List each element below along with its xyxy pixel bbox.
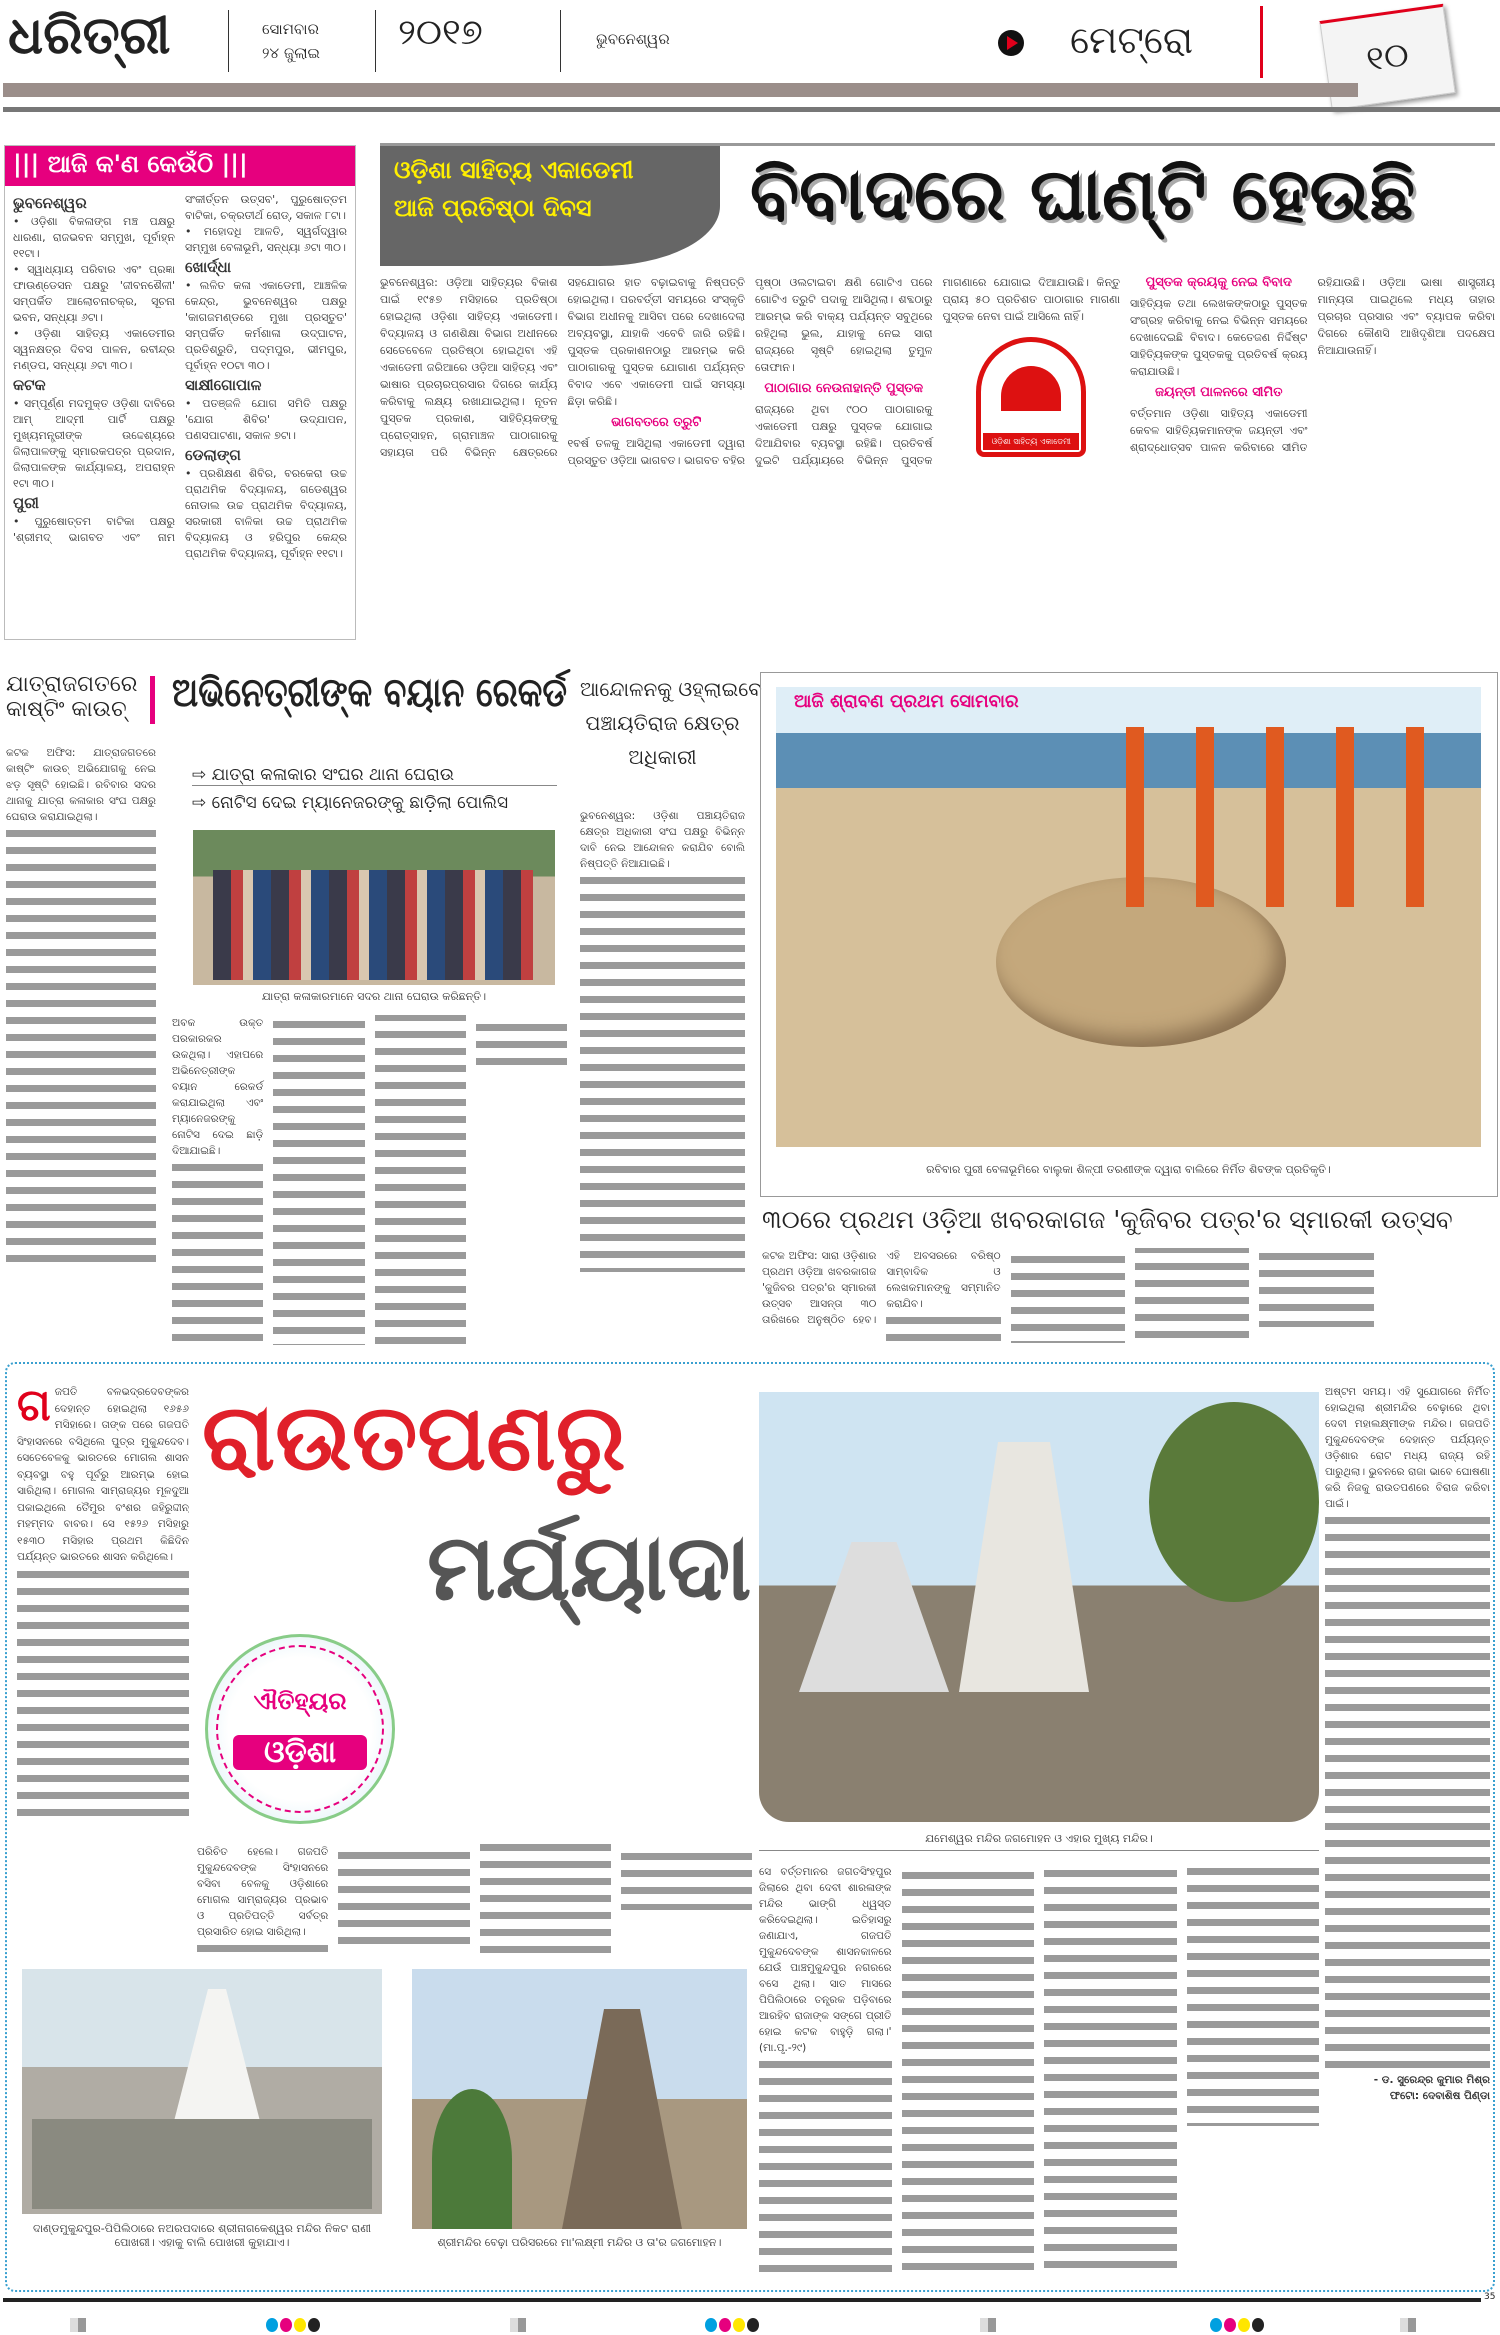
lead-kicker-line1: ଓଡ଼ିଶା ସାହିତ୍ୟ ଏକାଡେମୀ — [394, 156, 634, 184]
temple-caption: ଯମେଶ୍ୱର ମନ୍ଦିର ଜଗମୋହନ ଓ ଏହାର ମୁଖ୍ୟ ମନ୍ଦିର। — [759, 1832, 1319, 1851]
jatra-body-text: କଟକ ଅଫିସ: ଯାତ୍ରାଜଗତରେ କାଷ୍ଟିଂ କାଉଚ୍ ଅଭିଯୋଗକୁ ନେଇ ଝଡ଼ ସୃଷ୍ଟି ହୋଇଛି। ରବିବାର ସଦର ଥାନାକୁ ଯାତ୍ରା କଳାକାର ସଂଘ ପକ୍ଷରୁ ଘେରାଉ କରାଯାଇଥିଲା। — [6, 747, 156, 823]
lead-para: ୧ବର୍ଷ ତଳକୁ ଆସିଥିଲା ଏକାଡେମୀ ଦ୍ୱାରା ପ୍ରସ୍ତୁତ ଓଡ଼ିଆ ଭାଗବତ। ଭାଗବତ ବହିର ପୃଷ୍ଠା ଓଲଟାଇବା କ୍ଷଣି ଗୋଟିଏ ପରେ ଗୋଟିଏ ତ୍ରୁଟି ପଦାକୁ ଆସିଥିଲା। ଶବ୍ଦଠାରୁ ଆରମ୍ଭ କରି ବାକ୍ୟ ପର୍ଯ୍ୟନ୍ତ ସବୁଥିରେ ରହିଥିଲା ଭୁଲ, ଯାହାକୁ ନେଇ ସାରା ରାଜ୍ୟରେ ସୃଷ୍ଟି ହୋଇଥିଲା ତୁମୁଳ ତୋଫାନ। — [567, 276, 933, 467]
shravan-caption: ରବିବାର ପୁରୀ ବେଳାଭୂମିରେ ବାଲୁକା ଶିଳ୍ପୀ ତରଣୀଙ୍କ ଦ୍ୱାରା ବାଲିରେ ନିର୍ମିତ ଶିବଙ୍କ ପ୍ରତିକୃତି। — [926, 1163, 1331, 1176]
lead-subhead: ପାଠାଗାର ନେଉନାହାନ୍ତି ପୁସ୍ତକ — [764, 381, 924, 396]
jatra-body2-text: ଅବକ ଉକ୍ତ ପରକାରକର ଉକଥିଲା। ଏହାପରେ ଅଭିନେତ୍ରୀଙ୍କ ବୟାନ ରେକର୍ଡ କରାଯାଇଥିଲା ଏବଂ ମ୍ୟାନେଜରଙ୍କୁ ନୋଟିସ ଦେଇ ଛାଡ଼ି ଦିଆଯାଇଛି। — [172, 1017, 264, 1157]
issue-day: ସୋମବାର — [262, 20, 319, 38]
lakshmi-temple-photo — [412, 1969, 747, 2229]
feature-body-lower-text: ସେ ବର୍ତ୍ତମାନର ଜଗତସିଂହପୁର ଜିଲାରେ ଥିବା ଦେବୀ ଶାରଳାଙ୍କ ମନ୍ଦିର ଭାଙ୍ଗି ଧ୍ୱସ୍ତ କରିଦେଇଥିଲା। ଇତିହାସରୁ ଜଣାଯାଏ, ଗଜପତି ମୁକୁନ୍ଦଦେବଙ୍କ ଶାସନକାଳରେ ଯେଉଁ ପାଞ୍ଚମୁକୁନ୍ଦପୁର ନଗରରେ ବସେ ଥିଲା। ସାତ ମାସରେ ପିପିଲିଠାରେ ତନ୍ତ୍ରକ ପଡ଼ିବାରେ ଆରହିବ ରାଜାଙ୍କ ସଙ୍ଗେ ପ୍ରୀତି ହୋଇ କଟକ ବାହୁଡ଼ି ଗଲା।' (ମା.ପୃ.-୨୯) — [759, 1866, 892, 2054]
event-item: • ମହୋଦଧି ଆଳତି, ସ୍ୱର୍ଗଦ୍ୱାର ସମ୍ମୁଖ ବେଳାଭୂମି, ସନ୍ଧ୍ୟା ୬ଟା ୩୦। — [185, 225, 347, 254]
lead-headline: ବିବାଦରେ ଘାଣ୍ଟି ହେଉଛି — [750, 152, 1416, 236]
byline: - ଡ. ସୁରେନ୍ଦ୍ର କୁମାର ମିଶ୍ର — [1373, 2074, 1490, 2086]
section-name: ମେଟ୍ରୋ — [1070, 18, 1194, 62]
lead-subhead: ଭାଗବତରେ ତ୍ରୁଟି — [611, 415, 702, 430]
lakshmi-temple-caption: ଶ୍ରୀମନ୍ଦିର ବେଢ଼ା ପରିସରରେ ମା'ଲକ୍ଷ୍ମୀ ମନ୍ଦିର ଓ ତା'ର ଜଗମୋହନ। — [437, 2236, 722, 2249]
jatra-headline-line2: କାଷ୍ଟିଂ କାଉଚ୍ — [6, 697, 127, 722]
kujibar-headline: ୩୦ରେ ପ୍ରଥମ ଓଡ଼ିଆ ଖବରକାଗଜ 'କୁଜିବର ପତ୍ର'ର ସ୍ମାରକୀ ଉତ୍ସବ — [762, 1205, 1453, 1234]
feature-intro — [17, 1384, 189, 1944]
jatra-headline-line1: ଯାତ୍ରାଜଗତରେ — [6, 672, 138, 697]
lead-subhead: ଜୟନ୍ତୀ ପାଳନରେ ସୀମିତ — [1154, 385, 1283, 400]
events-title: ||| ଆଜି କ'ଣ କେଉଁଠି ||| — [5, 146, 355, 186]
bullet-text: ଯାତ୍ରା କଳାକାର ସଂଘର ଥାନା ଘେରାଉ — [211, 765, 454, 785]
edition-city: ଭୁବନେଶ୍ୱର — [596, 30, 670, 48]
panchayat-headline-line3: ଅଧିକାରୀ — [628, 745, 697, 769]
panchayat-body-text: ଭୁବନେଶ୍ୱର: ଓଡ଼ିଶା ପଞ୍ଚାୟତିରାଜ କ୍ଷେତ୍ର ଅଧିକାରୀ ସଂଘ ପକ୍ଷରୁ ବିଭିନ୍ନ ଦାବି ନେଇ ଆନ୍ଦୋଳନ କରାଯିବ ବୋଲି ନିଷ୍ପତ୍ତି ନିଆଯାଇଛି। — [580, 810, 745, 870]
feature-body — [197, 1844, 752, 1954]
badge-top-text: ଐତିହ୍ୟର — [253, 1687, 347, 1715]
rani-pokhari-photo — [22, 1969, 382, 2214]
dropcap: ଗ — [17, 1384, 51, 1431]
issue-year: ୨୦୧୭ — [398, 12, 483, 53]
jatra-bullet-1 — [192, 765, 557, 786]
page-number: ୧୦ — [1363, 34, 1412, 80]
lead-subhead: ପୁସ୍ତକ କ୍ରୟକୁ ନେଇ ବିବାଦ — [1145, 275, 1292, 290]
feature-body-lower — [759, 1864, 1319, 2274]
panchayat-headline-line2: ପଞ୍ଚାୟତିରାଜ କ୍ଷେତ୍ର — [585, 711, 740, 735]
event-item: • ପତଞ୍ଜଳି ଯୋଗ ସମିତି ପକ୍ଷରୁ 'ଯୋଗ ଶିବିର' ଉଦ୍‌ଯାପନ, ପଣସପାଟଣା, ସକାଳ ୭ଟା। — [185, 397, 347, 442]
lead-story — [380, 143, 1495, 640]
bullet-text: ନୋଟିସ ଦେଇ ମ୍ୟାନେଜରଙ୍କୁ ଛାଡ଼ିଲା ପୋଲିସ — [211, 793, 509, 813]
feature-right-column — [1325, 1384, 1490, 2274]
feature-right-text: ଅଷ୍ଟମ ସମୟ। ଏହି ସୁଯୋଗରେ ନିର୍ମିତ ହୋଇଥିଲା ଶ୍ରୀମନ୍ଦିର ବେଢ଼ାରେ ଥିବା ଦେବୀ ମହାଲକ୍ଷ୍ମୀଙ୍କ ମନ୍ଦିର। ଗଜପତି ମୁକୁନ୍ଦଦେବଙ୍କ ଦେହାନ୍ତ ପର୍ଯ୍ୟନ୍ତ ଓଡ଼ିଶାର ରୋଟ ମଧ୍ୟ ରାଜ୍ୟ ରହି ପାରୁଥିଲା। ଭୁବନରେ ରାଜା ଭାବେ ଘୋଷଣା କରି ନିଜକୁ ରାଉତପଣରେ ବିରାଜ କରିବା ପାଇଁ। — [1325, 1386, 1490, 1510]
event-place: ଖୋର୍ଦ୍ଧା — [185, 258, 232, 276]
jatra-body — [6, 745, 156, 1343]
event-item: • ଲଳିତ କଳା ଏକାଡେମୀ, ଆଞ୍ଚଳିକ କେନ୍ଦ୍ର, ଭୁବନେଶ୍ୱର ପକ୍ଷରୁ 'କାଗଜମଣ୍ଡରେ ମୁଖା ପ୍ରସ୍ତୁତ' ସମ୍ପର୍କିତ କର୍ମଶାଳା ଉଦ୍‌ଘାଟନ, ପ୍ରତିଶ୍ରୁତି, ପଦ୍ମପୁର, ଭୀମପୁର, ପୂର୍ବାହ୍ନ ୧୦ଟା ୩୦। — [185, 279, 347, 372]
registration-marks — [0, 2318, 1500, 2334]
masthead — [0, 0, 1500, 112]
jatra-side-headline — [6, 672, 146, 722]
academy-seal — [976, 337, 1086, 457]
lead-para: ବର୍ତ୍ତମାନ ଓଡ଼ିଶା ସାହିତ୍ୟ ଏକାଡେମୀ କେବଳ ସାହିତ୍ୟିକମାନଙ୍କ ଜୟନ୍ତୀ ଏବଂ ଶ୍ରାଦ୍ଧୋତ୍ସବ ପାଳନ କରିବାରେ ସୀମିତ ରହିଯାଉଛି। ଓଡ଼ିଆ ଭାଷା ଶାସ୍ତ୍ରୀୟ ମାନ୍ୟତା ପାଇଥିଲେ ମଧ୍ୟ ତାହାର ପ୍ରଚାର ପ୍ରସାର ଏବଂ ବ୍ୟାପକ କରିବା ଦିଗରେ କୌଣସି ଆଖିଦୃଶିଆ ପଦକ୍ଷେପ ନିଆଯାଉନାହିଁ। — [1130, 276, 1495, 454]
jatra-bullet-2 — [192, 793, 557, 813]
panchayat-headline-line1: ଆନ୍ଦୋଳନକୁ ଓହ୍ଲାଇବେ — [580, 677, 762, 701]
heritage-badge — [205, 1634, 395, 1824]
event-place: ଡେଲାଙ୍ଗ — [185, 446, 241, 464]
badge-bottom-text: ଓଡ଼ିଶା — [233, 1735, 367, 1770]
event-item: • ସ୍ୱାଧ୍ୟାୟ ପରିବାର ଏବଂ ପ୍ରଜ୍ଞା ଫାଉଣ୍ଡେସନ ପକ୍ଷରୁ 'ଜୀବନଶୈଳୀ' ସମ୍ପର୍କିତ ଆଲୋଚନାଚକ୍ର, ସୂଚନା ଭବନ, ସନ୍ଧ୍ୟା ୬ଟା। — [13, 263, 175, 324]
event-item: • ଓଡ଼ିଶା ସାହିତ୍ୟ ଏକାଡେମୀର ସ୍ୱନକ୍ଷତ୍ର ଦିବସ ପାଳନ, ରବୀନ୍ଦ୍ର ମଣ୍ଡପ, ସନ୍ଧ୍ୟା ୬ଟା ୩୦। — [13, 327, 175, 372]
panchayat-headline — [580, 672, 762, 774]
play-icon — [998, 30, 1024, 56]
feature-intro-text: ଜପତି ବଳଭଦ୍ରଦେବଙ୍କର ଦେହାନ୍ତ ହୋଇଥିଲା ୧୬୫୬ ମସିହାରେ। ତାଙ୍କ ପରେ ଗଜପତି ସିଂହାସନରେ ବସିଥିଲେ ପୁତ୍ର ମୁକୁନ୍ଦଦେବ। ସେତେବେଳକୁ ଭାରତରେ ମୋଗଲ ଶାସନ ବ୍ୟବସ୍ଥା ବହୁ ପୂର୍ବରୁ ଆରମ୍ଭ ହୋଇ ସାରିଥିଲା। ମୋଗଲ ସାମ୍ରାଜ୍ୟର ମୂଳଦୁଆ ପକାଇଥିଲେ ତୈମୁର ବଂଶର ଜହିରୁଦ୍ଦୀନ୍ ମହମ୍ମଦ ବାବର। ସେ ୧୫୨୬ ମସିହାରୁ ୧୫୩୦ ମସିହାର ପ୍ରଥମ କିଛିଦିନ ପର୍ଯ୍ୟନ୍ତ ଭାରତରେ ଶାସନ କରିଥିଲେ। — [17, 1386, 189, 1563]
event-place: ପୁରୀ — [13, 494, 39, 512]
newspaper-logo: ଧରିତ୍ରୀ — [8, 6, 171, 66]
lead-para: ସାହିତ୍ୟିକ ତଥା ଲେଖକଙ୍କଠାରୁ ପୁସ୍ତକ ସଂଗ୍ରହ କରିବାକୁ ନେଇ ବିଭିନ୍ନ ସମୟରେ ଦେଖାଦେଇଛି ବିବାଦ। କେତେଜଣ ନିର୍ଦ୍ଦିଷ୍ଟ ସାହିତ୍ୟିକଙ୍କ ପୁସ୍ତକକୁ ପ୍ରତିବର୍ଷ କ୍ରୟ କରାଯାଉଛି। — [1130, 297, 1308, 378]
yameshwar-temple-photo — [759, 1392, 1319, 1822]
event-item: • ପ୍ରଶିକ୍ଷଣ ଶିବିର, ବରକେରା ଉଚ୍ଚ ପ୍ରାଥମିକ ବିଦ୍ୟାଳୟ, ଗଡେଶ୍ୱର ନୋଡାଲ ଉଚ୍ଚ ପ୍ରାଥମିକ ବିଦ୍ୟାଳୟ, ସରକାରୀ ବାଳିକା ଉଚ୍ଚ ପ୍ରାଥମିକ ବିଦ୍ୟାଳୟ ଓ ହରିପୁର କେନ୍ଦ୍ର ପ୍ରାଥମିକ ବିଦ୍ୟାଳୟ, ପୂର୍ବାହ୍ନ ୧୧ଟା। — [185, 467, 347, 560]
event-item: • ପୁରୁଷୋତ୍ତମ ବାଟିକା ପକ୍ଷରୁ 'ଶ୍ରୀମଦ୍ ଭାଗବତ ଏବଂ ନାମ ସଂକୀର୍ତ୍ତନ ଉତ୍ସବ', ପୁରୁଷୋତ୍ତମ ବାଟିକା, ଚକ୍ରତୀର୍ଥ ରୋଡ୍, ସକାଳ ୮ଟା। — [13, 193, 347, 544]
panchayat-body — [580, 808, 745, 1343]
bullet-line: ⇨ ନୋଟିସ ଦେଇ ମ୍ୟାନେଜରଙ୍କୁ ଛାଡ଼ିଲା ପୋଲିସ — [192, 793, 509, 813]
event-item: • ସମ୍ପୂର୍ଣ୍ଣ ମଦମୁକ୍ତ ଓଡ଼ିଶା ଦାବିରେ ଆମ୍ ଆଦ୍‌ମୀ ପାର୍ଟି ପକ୍ଷରୁ ମୁଖ୍ୟମନ୍ତ୍ରୀଙ୍କ ଉଦ୍ଦେଶ୍ୟରେ ଜିଲାପାଳଙ୍କୁ ସ୍ମାରକପତ୍ର ପ୍ରଦାନ, ଜିଲାପାଳଙ୍କ କାର୍ଯ୍ୟାଳୟ, ଅପରାହ୍ନ ୧ଟା ୩୦। — [13, 397, 175, 490]
jatra-main-headline: ଅଭିନେତ୍ରୀଙ୍କ ବୟାନ ରେକର୍ଡ — [172, 670, 567, 716]
feature-body-text: ପରିଚିତ ହେଲେ। ଗଜପତି ମୁକୁନ୍ଦଦେବଙ୍କ ସିଂହାସନରେ ବସିବା ବେଳକୁ ଓଡ଼ିଶାରେ ମୋଗଲ ସାମ୍ରାଜ୍ୟର ପ୍ରଭାବ ଓ ପ୍ରତିପତ୍ତି ସର୍ବତ୍ର ପ୍ରସାରିତ ହୋଇ ସାରିଥିଲା। — [197, 1846, 329, 1938]
feature-headline-gray: ମର୍ଯ୍ୟାଦା — [427, 1514, 752, 1621]
jatra-protest-photo — [193, 830, 555, 985]
lead-kicker — [380, 146, 720, 266]
feature-headline-red: ରାଉତପଣରୁ — [202, 1384, 626, 1491]
lead-para: ଭୁବନେଶ୍ୱର: ଓଡ଼ିଆ ସାହିତ୍ୟର ବିକାଶ ପାଇଁ ୧୯୫୭ ମସିହାରେ ପ୍ରତିଷ୍ଠା ହୋଇଥିଲା ଓଡ଼ିଶା ସାହିତ୍ୟ ଏକାଡେମୀ। ବିଦ୍ୟାଳୟ ଓ ଗଣଶିକ୍ଷା ବିଭାଗ ଅଧୀନରେ ସେତେବେଳେ ପ୍ରତିଷ୍ଠା ହୋଇଥିବା ଏହି ଏକାଡେମୀ ଜରିଆରେ ଓଡ଼ିଆ ସାହିତ୍ୟ ଏବଂ ଭାଷାର ପ୍ରଚାରପ୍ରସାର ଦିଗରେ କାର୍ଯ୍ୟ କରିବାକୁ ଲକ୍ଷ୍ୟ ରଖାଯାଇଥିଲା। ନୂତନ ପୁସ୍ତକ ପ୍ରକାଶ, ସାହିତ୍ୟିକଙ୍କୁ ପ୍ରୋତ୍ସାହନ, ଗ୍ରାମାଞ୍ଚଳ ପାଠାଗାରକୁ ସହାୟତା ପରି ବିଭିନ୍ନ କ୍ଷେତ୍ରରେ ସହଯୋଗର ହାତ ବଢ଼ାଇବାକୁ ନିଷ୍ପତ୍ତି ହୋଇଥିଲା। ପରବର୍ତ୍ତୀ ସମୟରେ ସଂସ୍କୃତି ବିଭାଗ ଅଧୀନକୁ ଆସିବା ପରେ ଦେଖାଦେଲା ଅବ୍ୟବସ୍ଥା, ଯାହାକି ଏବେବି ଜାରି ରହିଛି। ପୁସ୍ତକ ପ୍ରକାଶନଠାରୁ ଆରମ୍ଭ କରି ପାଠାଗାରକୁ ପୁସ୍ତକ ଯୋଗାଣ ପର୍ଯ୍ୟନ୍ତ ବିବାଦ ଏବେ ଏକାଡେମୀ ପାଇଁ ସମସ୍ୟା ଛିଡ଼ା କରିଛି। — [380, 276, 745, 459]
bullet-line: ⇨ ଯାତ୍ରା କଳାକାର ସଂଘର ଥାନା ଘେରାଉ — [192, 765, 454, 785]
event-place: କଟକ — [13, 376, 46, 394]
lead-kicker-line2: ଆଜି ପ୍ରତିଷ୍ଠା ଦିବସ — [394, 194, 592, 222]
heritage-feature — [5, 1362, 1495, 2292]
photo-credit: ଫଟୋ: ଦେବାଶିଷ ପିଣ୍ଡା — [1389, 2090, 1490, 2102]
jatra-photo-caption: ଯାତ୍ରା କଳାକାରମାନେ ସଦର ଥାନା ଘେରାଉ କରିଛନ୍ତି। — [261, 990, 487, 1003]
issue-date: ୨୪ ଜୁଲାଇ — [262, 44, 321, 62]
sand-art-photo — [776, 687, 1481, 1147]
footer-page-number: 35 — [1484, 2292, 1496, 2302]
kujibar-body — [762, 1248, 1498, 1343]
events-title-text: ଆଜି କ'ଣ କେଉଁଠି — [47, 150, 214, 178]
seal-text: ଓଡ଼ିଶା ସାହିତ୍ୟ ଏକାଡେମୀ — [983, 433, 1079, 450]
shravan-photo-box — [760, 672, 1498, 1197]
lead-para: ରାଜ୍ୟରେ ଥିବା ୯୦୦ ପାଠାଗାରକୁ ଏକାଡେମୀ ପକ୍ଷରୁ ପୁସ୍ତକ ଯୋଗାଇ ଦିଆଯିବାର ବ୍ୟବସ୍ଥା ରହିଛି। ପ୍ରତିବର୍ଷ ଦୁଇଟି ପର୍ଯ୍ୟାୟରେ ବିଭିନ୍ନ ପୁସ୍ତକ ମାଗଣାରେ ଯୋଗାଇ ଦିଆଯାଉଛି। କିନ୍ତୁ ପ୍ରାୟ ୫୦ ପ୍ରତିଶତ ପାଠାଗାର ମାଗଣା ପୁସ୍ତକ ନେବା ପାଇଁ ଆସିଲେ ନାହିଁ। — [755, 276, 1120, 467]
shravan-title: ଆଜି ଶ୍ରାବଣ ପ୍ରଥମ ସୋମବାର — [794, 691, 1019, 712]
jatra-body-2 — [172, 1015, 567, 1345]
event-item: • ଓଡ଼ିଶା ବିକଳାଙ୍ଗ ମଞ୍ଚ ପକ୍ଷରୁ ଧାରଣା, ରାଜଭବନ ସମ୍ମୁଖ, ପୂର୍ବାହ୍ନ ୧୧ଟା। — [13, 215, 175, 260]
event-place: ଭୁବନେଶ୍ୱର — [13, 194, 87, 212]
lead-body — [380, 274, 1495, 639]
kujibar-body-text: କଟକ ଅଫିସ: ସାରା ଓଡ଼ିଶାର ପ୍ରଥମ ଓଡ଼ିଆ ଖବରକାଗଜ 'କୁଜିବର ପତ୍ର'ର ସ୍ମାରକୀ ଉତ୍ସବ ଆସନ୍ତା ୩୦ ତାରିଖରେ ଅନୁଷ୍ଠିତ ହେବ। ଏହି ଅବସରରେ ବରିଷ୍ଠ ସାମ୍ବାଦିକ ଓ ଲେଖକମାନଙ୍କୁ ସମ୍ମାନିତ କରାଯିବ। — [762, 1250, 1001, 1326]
event-place: ସାକ୍ଷୀଗୋପାଳ — [185, 376, 262, 394]
rani-pokhari-caption: ଦାଣ୍ଡମୁକୁନ୍ଦପୁର-ପିପିଲିଠାରେ ନଅରପଦାରେ ଶ୍ରୀନାଗକେଶ୍ୱର ମନ୍ଦିର ନିକଟ ରାଣୀ ପୋଖରୀ। ଏହାକୁ ବାଲି ପୋଖରୀ କୁହାଯାଏ। — [32, 2222, 371, 2249]
events-sidebar — [4, 145, 356, 640]
